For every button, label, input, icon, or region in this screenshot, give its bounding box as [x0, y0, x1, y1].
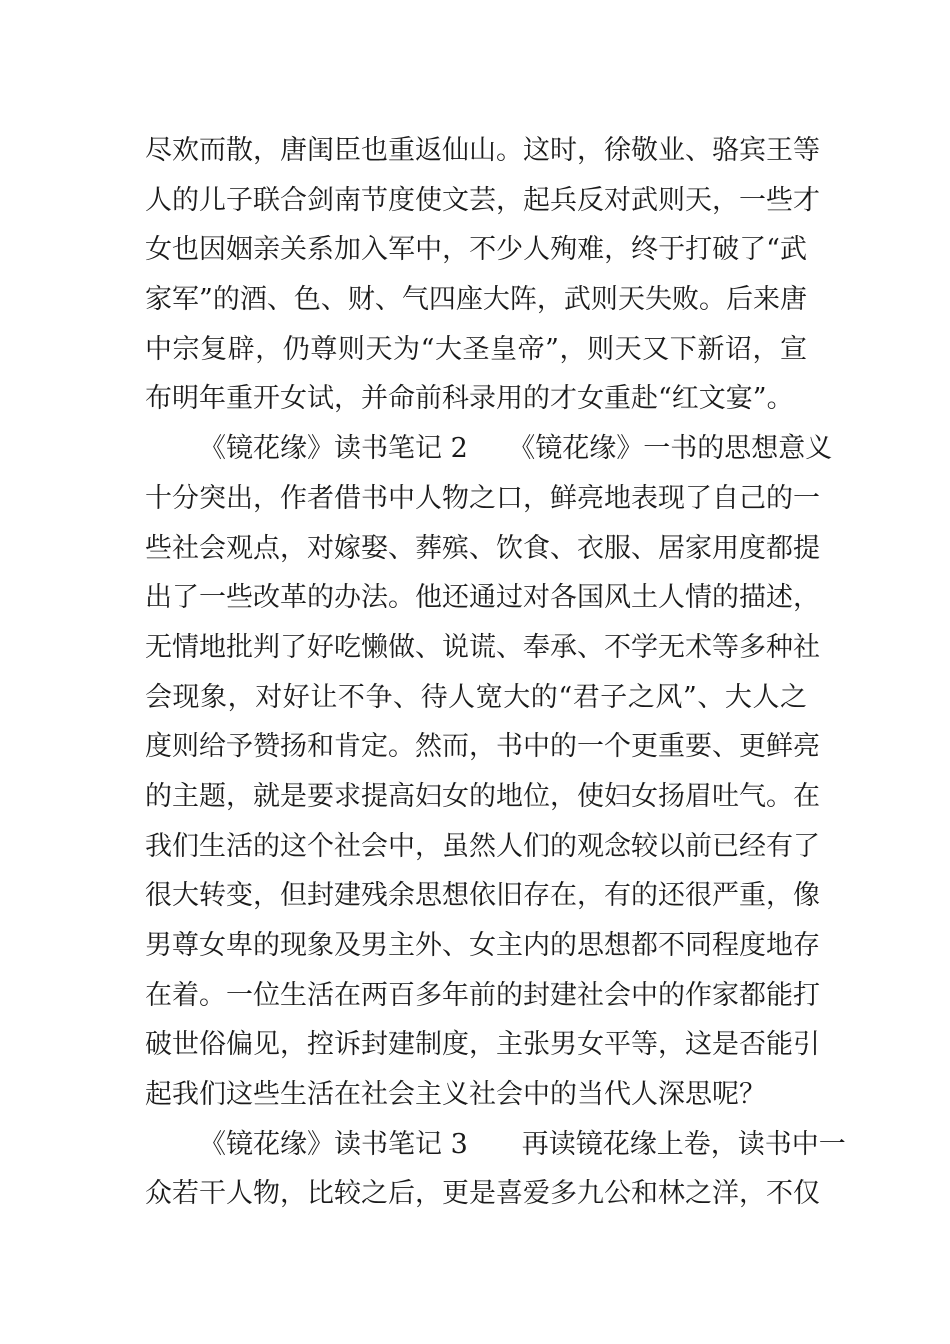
text-line: 些社会观点，对嫁娶、葬殡、饮食、衣服、居家用度都提: [145, 532, 820, 564]
text-line: 尽欢而散，唐闺臣也重返仙山。这时，徐敬业、骆宾王等: [145, 135, 820, 166]
text-line: 会现象，对好让不争、待人宽大的“君子之风”、大人之: [145, 681, 807, 713]
text-line: 无情地批判了好吃懒做、说谎、奉承、不学无术等多种社: [145, 631, 820, 663]
text-line: 众若干人物，比较之后，更是喜爱多九公和林之洋，不仅: [145, 1178, 820, 1210]
text-line: 度则给予赞扬和肯定。然而，书中的一个更重要、更鲜亮: [145, 731, 820, 763]
body-text: [145, 126, 846, 1219]
section-heading-line: 《镜花缘》读书笔记 2 《镜花缘》一书的思想意义: [199, 433, 833, 465]
text-line: 破世俗偏见，控诉封建制度，主张男女平等，这是否能引: [145, 1029, 820, 1061]
text-line: 布明年重开女试，并命前科录用的才女重赴“红文宴”。: [145, 383, 794, 415]
text-line: 女也因姻亲关系加入军中，不少人殉难，终于打破了“武: [145, 234, 807, 266]
text-line: 起我们这些生活在社会主义社会中的当代人深思呢？: [145, 1079, 766, 1111]
text-line: 很大转变，但封建残余思想依旧存在，有的还很严重，像: [145, 880, 820, 912]
text-line: 人的儿子联合剑南节度使文芸，起兵反对武则天，一些才: [145, 184, 820, 216]
text-line: 十分突出，作者借书中人物之口，鲜亮地表现了自己的一: [145, 482, 820, 514]
text-line: 出了一些改革的办法。他还通过对各国风土人情的描述，: [145, 582, 820, 614]
text-line: 我们生活的这个社会中，虽然人们的观念较以前已经有了: [145, 830, 820, 862]
text-line: 中宗复辟，仍尊则天为“大圣皇帝”，则天又下新诏，宣: [145, 333, 807, 365]
text-line: 的主题，就是要求提高妇女的地位，使妇女扬眉吐气。在: [145, 780, 820, 812]
section-heading-line: 《镜花缘》读书笔记 3 再读镜花缘上卷，读书中一: [199, 1128, 846, 1160]
text-line: 男尊女卑的现象及男主外、女主内的思想都不同程度地存: [145, 930, 820, 961]
text-line: 家军”的酒、色、财、气四座大阵，武则天失败。后来唐: [145, 284, 807, 316]
text-line: 在着。一位生活在两百多年前的封建社会中的作家都能打: [145, 979, 820, 1011]
